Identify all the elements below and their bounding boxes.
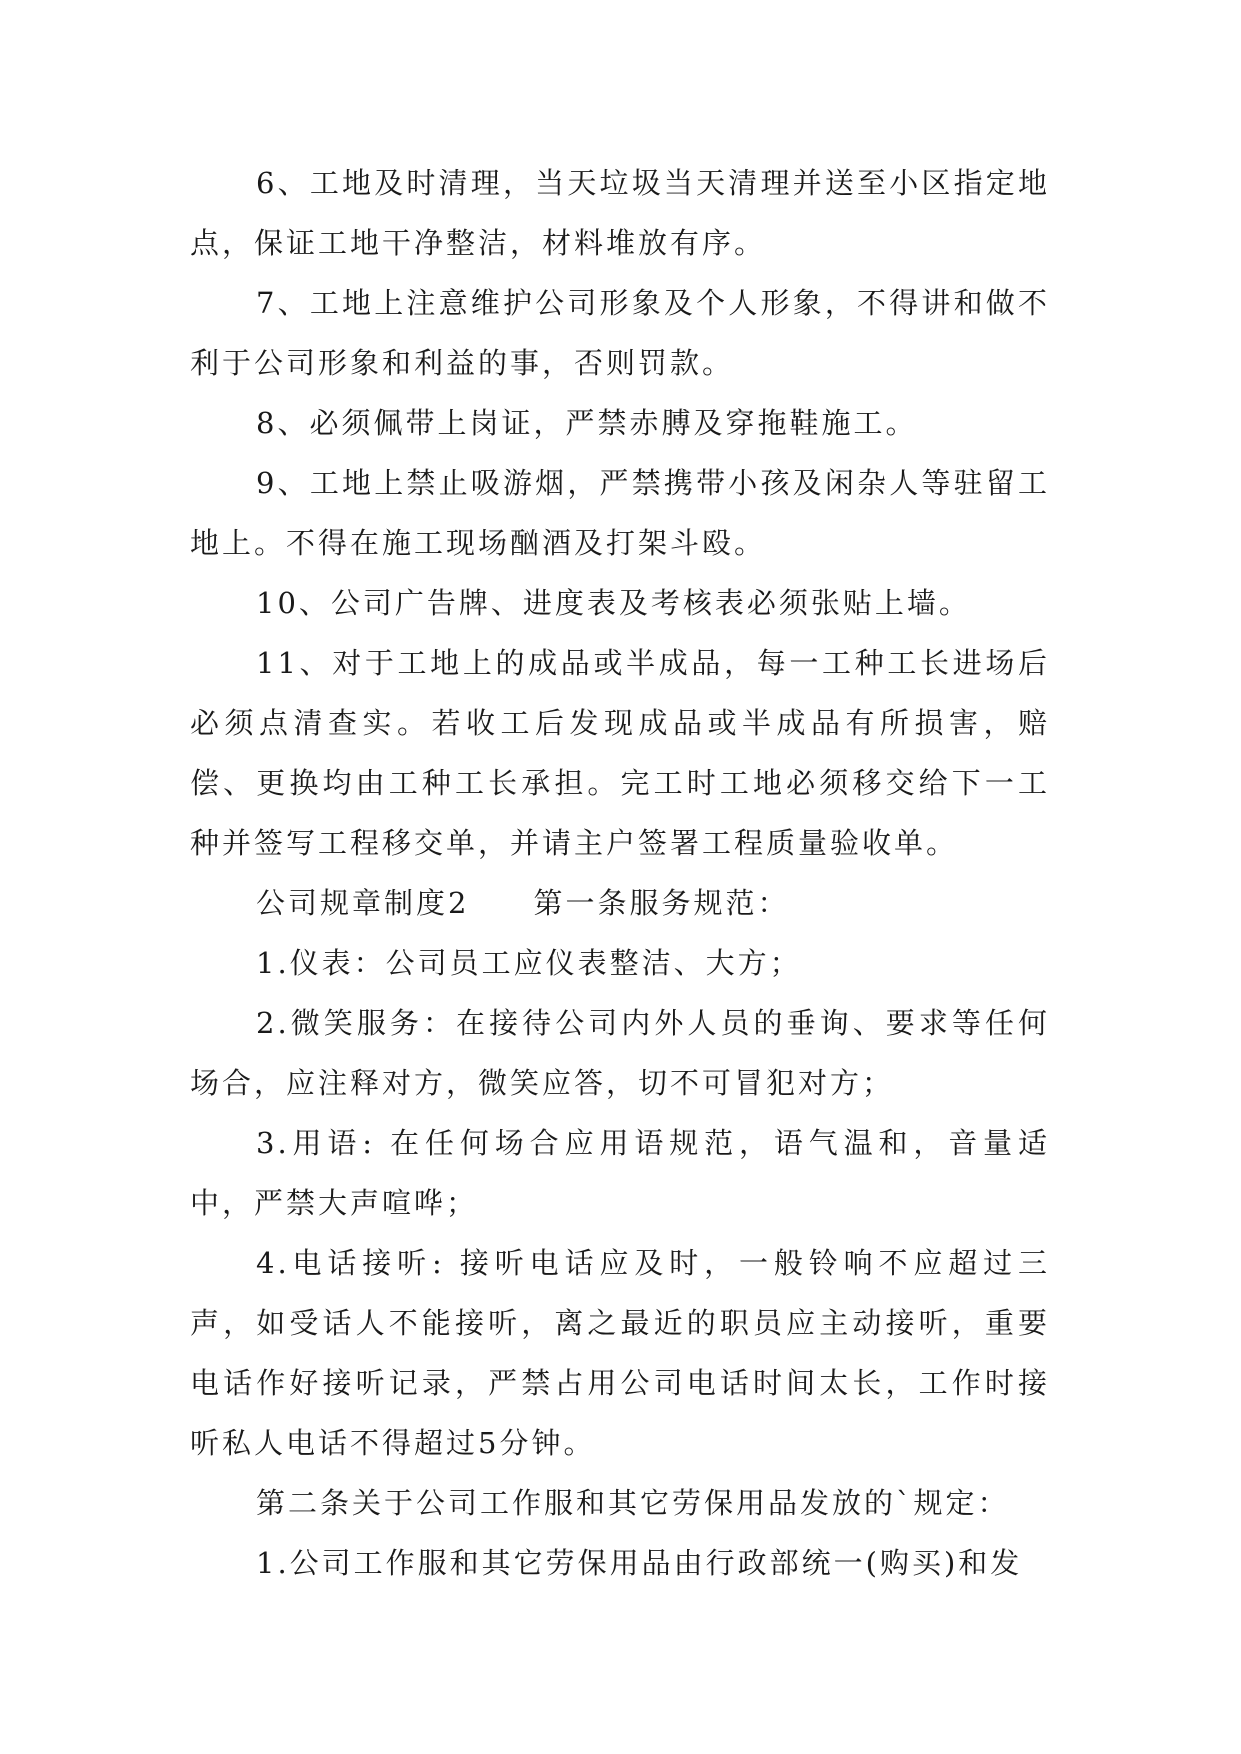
paragraph-item-10: 10、公司广告牌、进度表及考核表必须张贴上墙。	[256, 586, 971, 620]
document-body	[190, 153, 1050, 1593]
paragraph-item-6: 6、工地及时清理，当天垃圾当天清理并送至小区指定地点，保证工地干净整洁，材料堆放有序。	[190, 166, 1050, 260]
paragraph-appearance: 1.仪表：公司员工应仪表整洁、大方；	[256, 946, 802, 980]
paragraph-language: 3.用语: 在任何场合应用语规范，语气温和，音量适中，严禁大声喧哗；	[190, 1126, 1050, 1220]
paragraph-item-7: 7、工地上注意维护公司形象及个人形象，不得讲和做不利于公司形象和利益的事，否则罚款。	[190, 286, 1050, 380]
paragraph-workwear-1: 1.公司工作服和其它劳保用品由行政部统一(购买)和发	[256, 1546, 1023, 1580]
section-heading-service-norms: 公司规章制度2 第一条服务规范：	[256, 886, 790, 920]
paragraph-smile-service: 2.微笑服务：在接待公司内外人员的垂询、要求等任何场合，应注释对方，微笑应答，切不可冒犯对方；	[190, 1006, 1050, 1100]
section-heading-workwear: 第二条关于公司工作服和其它劳保用品发放的`规定：	[256, 1486, 1010, 1520]
paragraph-item-9: 9、工地上禁止吸游烟，严禁携带小孩及闲杂人等驻留工地上。不得在施工现场酗酒及打架斗殴。	[190, 466, 1050, 560]
paragraph-item-8: 8、必须佩带上岗证，严禁赤膊及穿拖鞋施工。	[256, 406, 918, 440]
paragraph-item-11: 11、对于工地上的成品或半成品，每一工种工长进场后必须点清查实。若收工后发现成品或半成品有所损害，赔偿、更换均由工种工长承担。完工时工地必须移交给下一工种并签写工程移交单，并请主户签署工程质量验收单。	[190, 646, 1050, 860]
paragraph-phone-answering: 4.电话接听: 接听电话应及时，一般铃响不应超过三声，如受话人不能接听，离之最近的职员应主动接听，重要电话作好接听记录，严禁占用公司电话时间太长，工作时接听私人电话不得超过5分钟。	[190, 1246, 1050, 1460]
